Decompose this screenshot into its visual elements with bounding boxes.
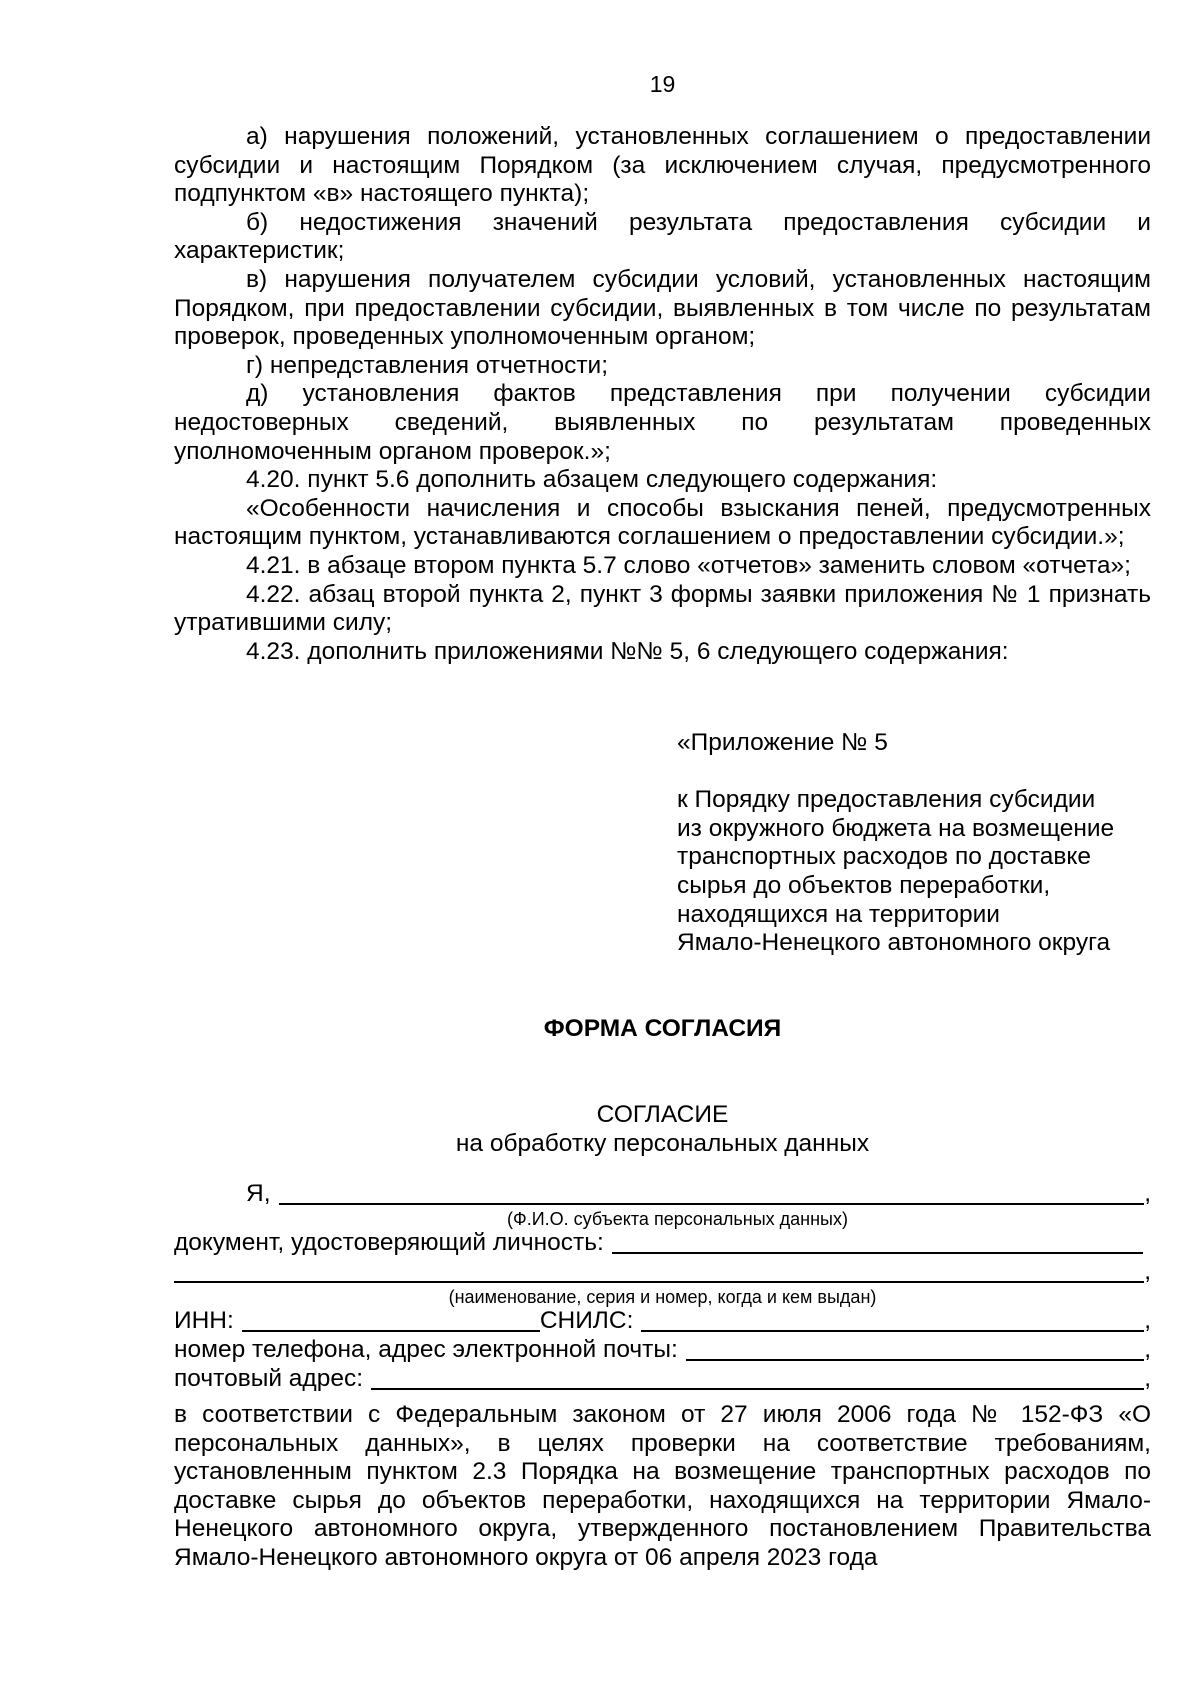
document-row-2	[174, 1258, 1151, 1287]
paragraph: 4.22. абзац второй пункта 2, пункт 3 формы заявки приложения № 1 признать утратившими силу;	[174, 580, 1151, 637]
appendix-line: сырья до объектов переработки,	[677, 871, 1051, 899]
snils-field[interactable]	[641, 1308, 1144, 1332]
consent-form-fields	[174, 1180, 1151, 1394]
appendix-line: из окружного бюджета на возмещение	[677, 814, 1115, 842]
comma: ,	[1144, 1336, 1151, 1364]
appendix-line: транспортных расходов по доставке	[677, 843, 1092, 871]
inn-label: ИНН:	[174, 1307, 234, 1335]
document-field[interactable]	[612, 1230, 1143, 1254]
phone-email-row	[174, 1336, 1151, 1365]
fio-field[interactable]	[279, 1181, 1145, 1205]
postal-label: почтовый адрес:	[174, 1365, 364, 1393]
snils-label: СНИЛС:	[539, 1307, 634, 1335]
inn-field[interactable]	[242, 1308, 540, 1332]
appendix-line: находящихся на территории	[677, 900, 1000, 928]
paragraph: 4.23. дополнить приложениями №№ 5, 6 следующего содержания:	[246, 637, 1009, 665]
appendix-title: «Приложение № 5	[677, 729, 888, 756]
document-field-2[interactable]	[174, 1259, 1144, 1283]
postal-field[interactable]	[371, 1366, 1144, 1390]
form-title: ФОРМА СОГЛАСИЯ	[543, 1015, 782, 1042]
fio-row	[174, 1180, 1151, 1209]
postal-row	[174, 1365, 1151, 1394]
paragraph: в) нарушения получателем субсидии условий, установленных настоящим Порядком, при предоставлении субсидии, выявленных в том числе по результатам проверок, проведенных уполномоченным органом;	[174, 265, 1151, 351]
page-number: 19	[649, 71, 676, 97]
document-body	[174, 123, 1151, 666]
document-label: документ, удостоверяющий личность:	[174, 1229, 604, 1257]
paragraph: д) установления фактов представления при получении субсидии недостоверных сведений, выявленных по результатам проведенных уполномоченным органом проверок.»;	[174, 380, 1151, 465]
fio-hint: (Ф.И.О. субъекта персональных данных)	[507, 1209, 848, 1229]
paragraph: г) непредставления отчетности;	[246, 351, 609, 379]
appendix-header	[677, 729, 1157, 958]
appendix-line: Ямало-Ненецкого автономного округа	[677, 929, 1111, 957]
paragraph: 4.20. пункт 5.6 дополнить абзацем следующего содержания:	[246, 466, 938, 494]
document-hint: (наименование, серия и номер, когда и кем выдан)	[448, 1287, 877, 1307]
paragraph: «Особенности начисления и способы взыскания пеней, предусмотренных настоящим пунктом, устанавливаются соглашением о предоставлении субсидии.»;	[174, 494, 1151, 551]
phone-email-field[interactable]	[686, 1337, 1144, 1361]
paragraph: а) нарушения положений, установленных соглашением о предоставлении субсидии и настоящим Порядком (за исключением случая, предусмотренного подпунктом «в» настоящего пункта);	[174, 123, 1151, 208]
document-row	[174, 1229, 1151, 1258]
paragraph: 4.21. в абзаце втором пункта 5.7 слово «отчетов» заменить словом «отчета»;	[246, 551, 1131, 579]
comma: ,	[1144, 1365, 1151, 1393]
consent-heading	[174, 1100, 1151, 1158]
paragraph: б) недостижения значений результата предоставления субсидии и характеристик;	[174, 208, 1151, 265]
ya-label: Я,	[246, 1180, 271, 1208]
appendix-line: к Порядку предоставления субсидии	[677, 786, 1096, 814]
comma: ,	[1144, 1180, 1151, 1208]
phone-label: номер телефона, адрес электронной почты:	[174, 1336, 678, 1364]
consent-title: СОГЛАСИЕ	[596, 1101, 729, 1128]
comma: ,	[1144, 1307, 1151, 1335]
consent-text: в соответствии с Федеральным законом от 27 июля 2006 года № 152-ФЗ «О персональных данных», в целях проверки на соответствие требованиям, установленным пунктом 2.3 Порядка на возмещение транспортных расходов по доставке сырья до объектов переработки, находящихся на территории Ямало-Ненецкого автономного округа, утвержденного постановлением Правительства Ямало-Ненецкого автономного округа от 06 апреля 2023 года	[174, 1401, 1151, 1571]
consent-subtitle: на обработку персональных данных	[455, 1130, 870, 1157]
comma: ,	[1144, 1258, 1151, 1286]
inn-snils-row	[174, 1307, 1151, 1336]
